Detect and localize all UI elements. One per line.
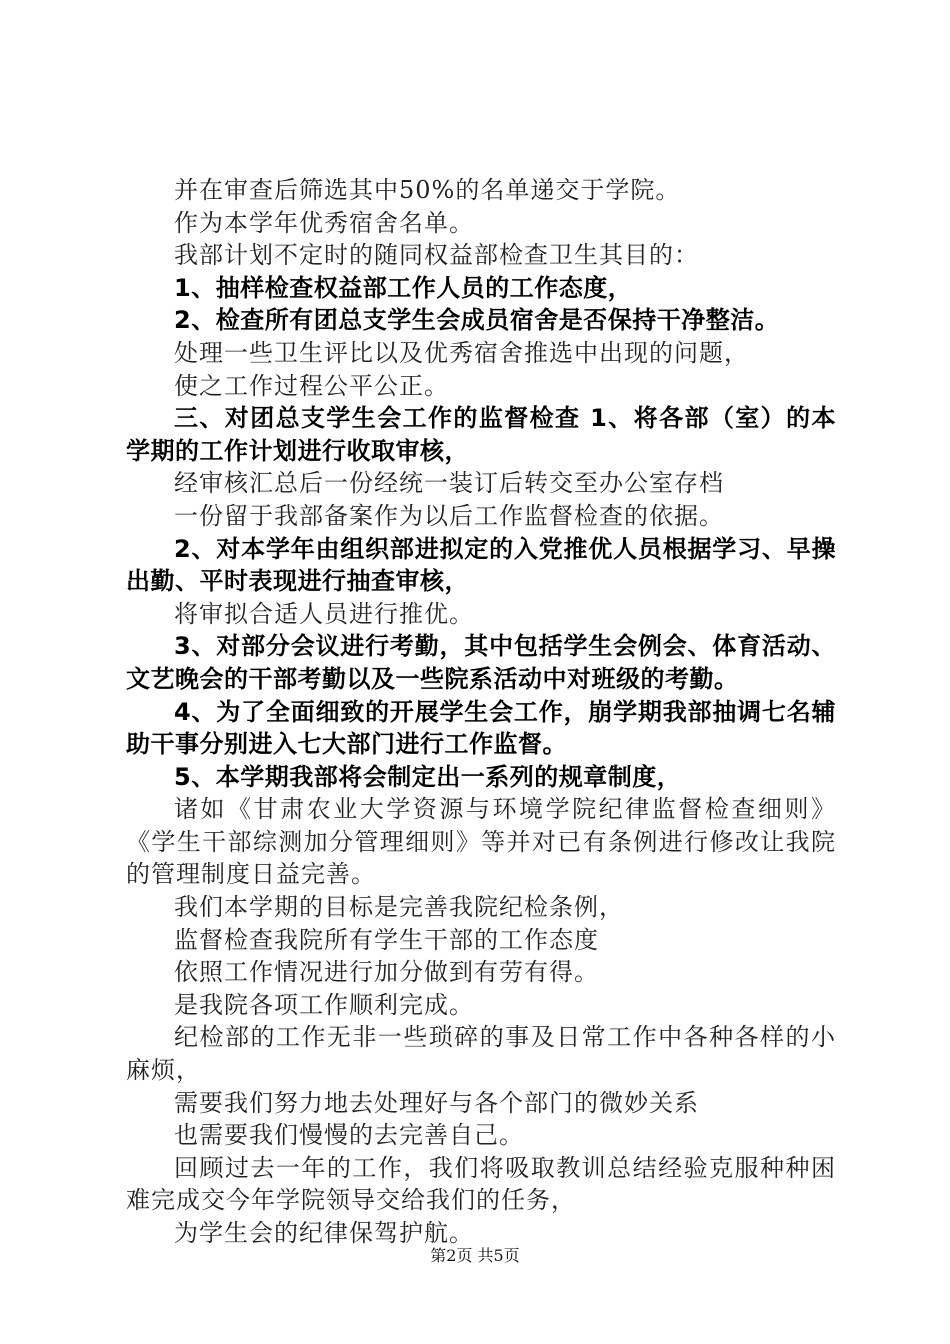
paragraph: 纪检部的工作无非一些琐碎的事及日常工作中各种各样的小麻烦， — [126, 1023, 836, 1085]
section-heading: 三、对团总支学生会工作的监督检查 1、将各部（室）的本学期的工作计划进行收取审核， — [126, 404, 836, 465]
paragraph: 需要我们努力地去处理好与各个部门的微妙关系 — [174, 1088, 699, 1117]
paragraph: 回顾过去一年的工作，我们将吸取教训总结经验克服种种困难完成交今年学院领导交给我们的任务， — [126, 1153, 836, 1215]
paragraph: 将审拟合适人员进行推优。 — [174, 599, 474, 628]
paragraph-bold: 5、本学期我部将会制定出一系列的规章制度， — [174, 762, 682, 791]
paragraph: 依照工作情况进行加分做到有劳有得。 — [174, 958, 599, 987]
paragraph-bold: 2、对本学年由组织部进拟定的入党推优人员根据学习、早操出勤、平时表现进行抽查审核， — [126, 534, 836, 596]
paragraph-bold: 2、检查所有团总支学生会成员宿舍是否保持干净整洁。 — [174, 306, 780, 335]
paragraph-bold: 1、抽样检查权益部工作人员的工作态度， — [174, 273, 633, 302]
page-number-footer: 第2页 共5页 — [430, 1246, 520, 1265]
paragraph: 也需要我们慢慢的去完善自己。 — [174, 1121, 524, 1150]
paragraph: 并在审查后筛选其中50%的名单递交于学院。 — [174, 176, 681, 204]
paragraph: 我部计划不定时的随同权益部检查卫生其目的： — [174, 241, 699, 270]
paragraph: 一份留于我部备案作为以后工作监督检查的依据。 — [174, 501, 724, 530]
paragraph: 是我院各项工作顺利完成。 — [174, 990, 474, 1019]
paragraph: 诸如《甘肃农业大学资源与环境学院纪律监督检查细则》《学生干部综测加分管理细则》等并对已有条例进行修改让我院的管理制度日益完善。 — [126, 795, 836, 889]
paragraph: 我们本学期的目标是完善我院纪检条例， — [174, 893, 624, 922]
paragraph: 处理一些卫生评比以及优秀宿舍推选中出现的问题， — [174, 338, 749, 367]
document-body — [126, 174, 836, 1250]
paragraph: 监督检查我院所有学生干部的工作态度 — [174, 925, 599, 954]
paragraph: 经审核汇总后一份经统一装订后转交至办公室存档 — [174, 469, 724, 498]
paragraph-bold: 3、对部分会议进行考勤，其中包括学生会例会、体育活动、文艺晚会的干部考勤以及一些院系活动中对班级的考勤。 — [126, 632, 836, 693]
paragraph-bold: 4、为了全面细致的开展学生会工作，崩学期我部抽调七名辅助干事分别进入七大部门进行工作监督。 — [126, 697, 836, 759]
paragraph: 使之工作过程公平公正。 — [174, 371, 449, 400]
paragraph: 为学生会的纪律保驾护航。 — [174, 1219, 474, 1247]
paragraph: 作为本学年优秀宿舍名单。 — [174, 208, 474, 237]
